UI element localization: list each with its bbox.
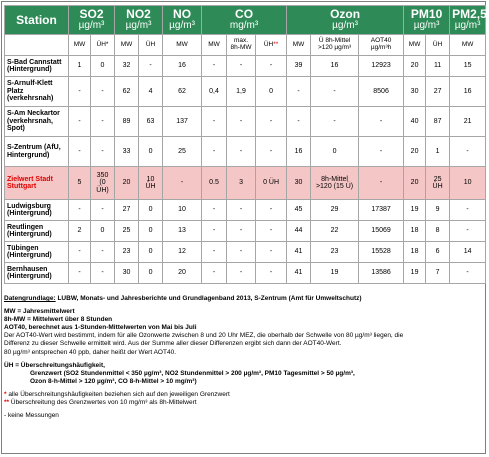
- cell: 20: [404, 167, 426, 200]
- cell: 8h-Mittel >120 (15 Ü): [311, 167, 359, 200]
- cell: -: [450, 263, 486, 284]
- cell: -: [311, 77, 359, 107]
- cell: 23: [115, 242, 139, 263]
- cell: 20: [404, 56, 426, 77]
- cell: 0: [139, 242, 163, 263]
- so2-ueh-subheader: ÜH*: [91, 35, 115, 56]
- header-row: [5, 6, 486, 35]
- aot40-definition: AOT40, berechnet aus 1-Stunden-Mittelwerten von Mai bis Juli: [4, 324, 197, 332]
- cell: -: [256, 221, 287, 242]
- cell: 19: [404, 263, 426, 284]
- cell: -: [256, 263, 287, 284]
- co-ueh-subheader: ÜH**: [256, 35, 287, 56]
- footnote-double-star: ** Überschreitung des Grenzwertes von 10 mg/m³ als 8h-Mittelwert: [4, 399, 197, 407]
- cell: 18: [404, 242, 426, 263]
- pm10-mw-subheader: MW: [404, 35, 426, 56]
- cell: 10 ÜH: [139, 167, 163, 200]
- cell: 14: [450, 242, 486, 263]
- cell: 350 (0 ÜH): [91, 167, 115, 200]
- cell: 29: [311, 200, 359, 221]
- cell: 63: [139, 107, 163, 137]
- station-name: S-Zentrum (AfU, Hintergrund): [5, 137, 69, 167]
- cell: 32: [115, 56, 139, 77]
- cell: -: [256, 56, 287, 77]
- cell: -: [227, 263, 256, 284]
- cell: -: [69, 242, 91, 263]
- co-max-subheader: max. 8h-MW: [227, 35, 256, 56]
- pm25-mw-subheader: MW: [450, 35, 486, 56]
- cell: 30: [287, 167, 311, 200]
- cell: 0: [139, 137, 163, 167]
- air-quality-table: [4, 5, 486, 284]
- cell: -: [450, 221, 486, 242]
- cell: 8: [426, 221, 450, 242]
- cell: -: [227, 221, 256, 242]
- cell: -: [287, 107, 311, 137]
- station-name: S-Am Neckartor (verkehrsnah, Spot): [5, 107, 69, 137]
- cell: -: [202, 107, 227, 137]
- station-name: Reutlingen (Hintergrund): [5, 221, 69, 242]
- cell: -: [91, 242, 115, 263]
- station-name: S-Arnulf-Klett Platz (verkehrsnah): [5, 77, 69, 107]
- cell: 12923: [359, 56, 404, 77]
- so2-mw-subheader: MW: [69, 35, 91, 56]
- cell: -: [311, 107, 359, 137]
- cell: 87: [426, 107, 450, 137]
- cell: 18: [404, 221, 426, 242]
- cell: -: [69, 107, 91, 137]
- notes-section: [4, 295, 482, 420]
- table-row: [5, 263, 486, 284]
- so2-header: SO2 µg/m³: [69, 6, 115, 35]
- cell: 41: [287, 263, 311, 284]
- cell: 11: [426, 56, 450, 77]
- cell: 16: [287, 137, 311, 167]
- cell: 25 ÜH: [426, 167, 450, 200]
- cell: -: [69, 77, 91, 107]
- pm10-ueh-subheader: ÜH: [426, 35, 450, 56]
- cell: -: [202, 263, 227, 284]
- cell: 39: [287, 56, 311, 77]
- cell: -: [227, 137, 256, 167]
- table-row: [5, 200, 486, 221]
- target-value-label: Zielwert Stadt Stuttgart: [5, 167, 69, 200]
- cell: 1,9: [227, 77, 256, 107]
- cell: 19: [404, 200, 426, 221]
- cell: 0: [139, 200, 163, 221]
- cell: 40: [404, 107, 426, 137]
- cell: -: [91, 263, 115, 284]
- ueh-limits-1: Grenzwert (SO2 Stundenmittel < 350 µg/m³, NO2 Stundenmittel > 200 µg/m³, PM10 Tagesmittel > 50 µg/m³,: [30, 369, 355, 377]
- cell: 15: [450, 56, 486, 77]
- cell: 27: [426, 77, 450, 107]
- cell: 7: [426, 263, 450, 284]
- ozon-mw-subheader: MW: [287, 35, 311, 56]
- ozon-aot-subheader: AOT40 µg/m³h: [359, 35, 404, 56]
- cell: 23: [311, 242, 359, 263]
- footnote-star: * alle Überschreitungshäufigkeiten beziehen sich auf den jeweiligen Grenzwert: [4, 390, 230, 398]
- table-row: [5, 56, 486, 77]
- no-header: NO µg/m³: [163, 6, 202, 35]
- cell: 17387: [359, 200, 404, 221]
- cell: -: [91, 107, 115, 137]
- cell: -: [69, 137, 91, 167]
- cell: -: [256, 242, 287, 263]
- cell: 25: [115, 221, 139, 242]
- cell: 137: [163, 107, 202, 137]
- cell: 12: [163, 242, 202, 263]
- cell: -: [163, 167, 202, 200]
- cell: -: [450, 137, 486, 167]
- cell: -: [139, 56, 163, 77]
- cell: -: [202, 221, 227, 242]
- cell: 20: [163, 263, 202, 284]
- cell: 19: [311, 263, 359, 284]
- mw-definition: MW = Jahresmittelwert: [4, 308, 75, 316]
- cell: -: [227, 242, 256, 263]
- co-header: CO mg/m³: [202, 6, 287, 35]
- station-name: Bernhausen (Hintergrund): [5, 263, 69, 284]
- cell: -: [227, 56, 256, 77]
- cell: 16: [450, 77, 486, 107]
- target-value-row: [5, 167, 486, 200]
- cell: 25: [163, 137, 202, 167]
- ozon-ueh-subheader: Ü 8h-Mittel >120 µg/m³: [311, 35, 359, 56]
- aot40-text-3: 80 µg/m³ entsprechen 40 ppb, daher heißt der Wert AOT40.: [4, 348, 176, 356]
- max8h-definition: 8h-MW = Mittelwert über 8 Stunden: [4, 316, 113, 324]
- cell: 30: [115, 263, 139, 284]
- no-mw-subheader: MW: [163, 35, 202, 56]
- aot40-text-2: Differenz zu dieser Schwelle ermittelt wird. Aus der Summe aller dieser Differenzen ergibt sich dann der AOT40-Wert.: [4, 340, 342, 348]
- cell: 2: [69, 221, 91, 242]
- cell: 3: [227, 167, 256, 200]
- cell: 20: [115, 167, 139, 200]
- source-line: Datengrundlage: LUBW, Monats- und Jahresberichte und Grundlagenband 2013, S-Zentrum (Amt für Umweltschutz): [4, 295, 362, 302]
- cell: 0.5: [202, 167, 227, 200]
- cell: 0: [311, 137, 359, 167]
- cell: 1: [426, 137, 450, 167]
- table-row: [5, 107, 486, 137]
- table-row: [5, 137, 486, 167]
- cell: 22: [311, 221, 359, 242]
- cell: 45: [287, 200, 311, 221]
- pm10-header: PM10 µg/m³: [404, 6, 450, 35]
- cell: -: [450, 200, 486, 221]
- cell: 10: [163, 200, 202, 221]
- cell: -: [91, 77, 115, 107]
- cell: -: [202, 242, 227, 263]
- cell: -: [256, 137, 287, 167]
- cell: 0: [139, 221, 163, 242]
- cell: 4: [139, 77, 163, 107]
- station-name: Ludwigsburg (Hintergrund): [5, 200, 69, 221]
- cell: -: [69, 263, 91, 284]
- cell: 27: [115, 200, 139, 221]
- cell: 89: [115, 107, 139, 137]
- cell: 10: [450, 167, 486, 200]
- cell: 13586: [359, 263, 404, 284]
- station-name: Tübingen (Hintergrund): [5, 242, 69, 263]
- table-row: [5, 221, 486, 242]
- cell: -: [359, 107, 404, 137]
- cell: -: [202, 200, 227, 221]
- aot40-text-1: Der AOT40-Wert wird bestimmt, indem für alle Ozonwerte zwischen 8 und 20 Uhr MEZ, die oberhalb der Schwelle von 80 µg/m³ liegen, die: [4, 332, 404, 340]
- no2-mw-subheader: MW: [115, 35, 139, 56]
- cell: -: [202, 56, 227, 77]
- subheader-row: [5, 35, 486, 56]
- cell: 33: [115, 137, 139, 167]
- cell: 16: [163, 56, 202, 77]
- cell: 5: [69, 167, 91, 200]
- ueh-limits-2: Ozon 8-h-Mittel > 120 µg/m³, CO 8-h-Mittel > 10 mg/m³): [30, 377, 197, 385]
- cell: 16: [311, 56, 359, 77]
- cell: 0 ÜH: [256, 167, 287, 200]
- station-header: Station: [5, 6, 69, 35]
- cell: 15528: [359, 242, 404, 263]
- cell: -: [91, 137, 115, 167]
- cell: 0: [256, 77, 287, 107]
- co-mw-subheader: MW: [202, 35, 227, 56]
- cell: 62: [163, 77, 202, 107]
- cell: 9: [426, 200, 450, 221]
- cell: -: [202, 137, 227, 167]
- no2-header: NO2 µg/m³: [115, 6, 163, 35]
- cell: -: [256, 200, 287, 221]
- station-name: S-Bad Cannstatt (Hintergrund): [5, 56, 69, 77]
- table-row: [5, 242, 486, 263]
- cell: 0: [91, 221, 115, 242]
- cell: 20: [404, 137, 426, 167]
- cell: 1: [69, 56, 91, 77]
- cell: -: [91, 200, 115, 221]
- pm25-header: PM2,5 µg/m³: [450, 6, 486, 35]
- cell: 0: [91, 56, 115, 77]
- cell: 44: [287, 221, 311, 242]
- cell: 21: [450, 107, 486, 137]
- cell: -: [256, 107, 287, 137]
- cell: 15069: [359, 221, 404, 242]
- cell: 8506: [359, 77, 404, 107]
- no2-ueh-subheader: ÜH: [139, 35, 163, 56]
- table-row: [5, 77, 486, 107]
- cell: -: [227, 200, 256, 221]
- station-subheader: [5, 35, 69, 56]
- cell: 6: [426, 242, 450, 263]
- cell: 13: [163, 221, 202, 242]
- cell: 41: [287, 242, 311, 263]
- cell: 0: [139, 263, 163, 284]
- footnote-dash: - keine Messungen: [4, 412, 59, 420]
- cell: -: [69, 200, 91, 221]
- ozon-header: Ozon µg/m³: [287, 6, 404, 35]
- cell: 0,4: [202, 77, 227, 107]
- cell: 62: [115, 77, 139, 107]
- cell: 30: [404, 77, 426, 107]
- cell: -: [359, 137, 404, 167]
- cell: -: [359, 167, 404, 200]
- ueh-definition: ÜH = Überschreitungshäufigkeit,: [4, 361, 105, 369]
- cell: -: [287, 77, 311, 107]
- cell: -: [227, 107, 256, 137]
